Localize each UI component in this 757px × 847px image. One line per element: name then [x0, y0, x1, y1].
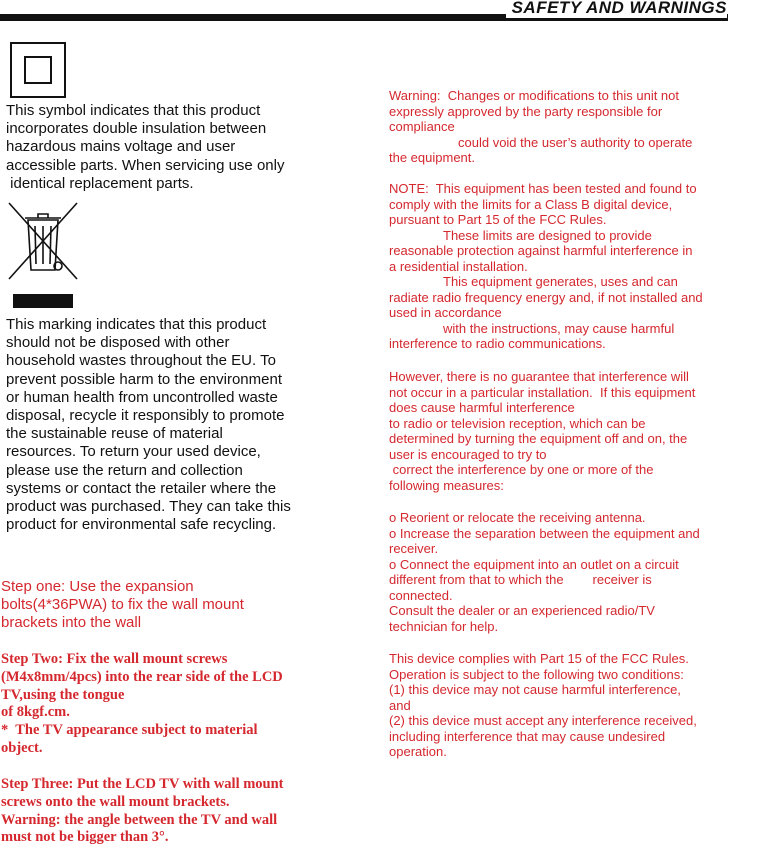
- text-line: household wastes throughout the EU. To: [6, 352, 276, 370]
- text-line: operation.: [389, 744, 447, 759]
- text-line: accessible parts. When servicing use only: [6, 156, 285, 174]
- text-line: NOTE: This equipment has been tested and found to: [389, 181, 697, 196]
- text-line: expressly approved by the party responsible for: [389, 103, 663, 119]
- text-line: resources. To return your used device,: [6, 443, 261, 461]
- crossed-bin-icon: [6, 200, 80, 282]
- text-line: different from that to which the receiver is: [389, 572, 652, 587]
- text-line: radiate radio frequency energy and, if not installed and: [389, 289, 703, 305]
- text-line: * The TV appearance subject to material: [1, 722, 258, 739]
- weee-bar: [13, 294, 73, 308]
- text-line: compliance: [389, 119, 455, 134]
- text-line: determined by turning the equipment off and on, the: [389, 431, 688, 446]
- text-line: with the instructions, may cause harmful: [443, 320, 675, 336]
- page-title: SAFETY AND WARNINGS: [506, 0, 727, 18]
- text-line: Step Three: Put the LCD TV with wall mount: [1, 776, 284, 792]
- fcc-compliance-text: [389, 651, 757, 760]
- text-line: TV,using the tongue: [1, 686, 125, 703]
- text-line: (1) this device may not cause harmful interference,: [389, 682, 681, 697]
- text-line: disposal, recycle it responsibly to promote: [6, 407, 285, 425]
- text-line: a residential installation.: [389, 258, 528, 274]
- text-line: does cause harmful interference: [389, 400, 575, 415]
- text-line: connected.: [389, 587, 453, 603]
- text-line: product for environmental safe recycling.: [6, 516, 277, 534]
- text-line: product was purchased. They can take this: [6, 498, 291, 516]
- text-line: This device complies with Part 15 of the FCC Rules.: [389, 651, 689, 666]
- double-insulation-icon: [10, 42, 66, 98]
- text-line: comply with the limits for a Class B digital device,: [389, 196, 673, 212]
- text-line: However, there is no guarantee that interference will: [389, 369, 689, 384]
- text-line: identical replacement parts.: [6, 174, 194, 192]
- text-line: pursuant to Part 15 of the FCC Rules.: [389, 212, 607, 227]
- text-line: o Connect the equipment into an outlet on a circuit: [389, 556, 679, 572]
- text-line: Operation is subject to the following two conditions:: [389, 666, 684, 682]
- text-line: could void the user’s authority to operate: [458, 134, 693, 150]
- text-line: please use the return and collection: [6, 461, 243, 479]
- text-line: Warning: Changes or modifications to this unit not: [389, 88, 679, 103]
- text-line: Step one: Use the expansion: [1, 578, 194, 595]
- text-line: used in accordance: [389, 305, 502, 320]
- text-line: object.: [1, 739, 43, 756]
- step-two-text: [1, 651, 283, 758]
- text-line: Step Two: Fix the wall mount screws: [1, 651, 228, 667]
- text-line: must not be bigger than 3°.: [1, 829, 169, 846]
- text-line: reasonable protection against harmful interference in: [389, 243, 693, 258]
- text-line: correct the interference by one or more of the: [389, 462, 654, 477]
- weee-text: [6, 316, 291, 534]
- text-line: brackets into the wall: [1, 614, 142, 631]
- step-three-text: [1, 776, 284, 847]
- text-line: screws onto the wall mount brackets.: [1, 793, 230, 810]
- text-line: Warning: the angle between the TV and wall: [1, 811, 278, 828]
- interference-text: [389, 369, 757, 493]
- text-line: of 8kgf.cm.: [1, 704, 70, 721]
- text-line: (M4x8mm/4pcs) into the rear side of the LCD: [1, 668, 283, 685]
- text-line: Consult the dealer or an experienced radio/TV: [389, 603, 655, 618]
- text-line: hazardous mains voltage and user: [6, 138, 236, 156]
- double-insulation-text: [6, 102, 284, 193]
- text-line: or human health from uncontrolled waste: [6, 388, 278, 406]
- text-line: including interference that may cause undesired: [389, 728, 666, 744]
- text-line: receiver.: [389, 541, 439, 556]
- step-one-text: [1, 578, 244, 632]
- text-line: These limits are designed to provide: [443, 227, 652, 243]
- text-line: technician for help.: [389, 618, 499, 634]
- text-line: should not be disposed with other: [6, 334, 230, 352]
- text-line: user is encouraged to try to: [389, 446, 547, 462]
- text-line: This marking indicates that this product: [6, 316, 267, 333]
- text-line: following measures:: [389, 477, 504, 493]
- text-line: the equipment.: [389, 150, 476, 165]
- text-line: to radio or television reception, which can be: [389, 415, 646, 431]
- text-line: bolts(4*36PWA) to fix the wall mount: [1, 596, 244, 613]
- text-line: and: [389, 697, 411, 713]
- text-line: This equipment generates, uses and can: [443, 274, 678, 289]
- measures-list: [389, 510, 757, 634]
- text-line: (2) this device must accept any interference received,: [389, 713, 697, 728]
- text-line: not occur in a particular installation. If this equipment: [389, 384, 696, 400]
- text-line: systems or contact the retailer where the: [6, 479, 277, 497]
- text-line: incorporates double insulation between: [6, 120, 267, 138]
- fcc-note-text: [389, 181, 757, 352]
- text-line: o Increase the separation between the equipment and: [389, 525, 700, 541]
- text-line: o Reorient or relocate the receiving antenna.: [389, 510, 646, 525]
- fcc-warning-text: [389, 88, 757, 166]
- text-line: This symbol indicates that this product: [6, 102, 261, 119]
- text-line: prevent possible harm to the environment: [6, 370, 282, 388]
- text-line: interference to radio communications.: [389, 336, 606, 351]
- text-line: the sustainable reuse of material: [6, 425, 223, 443]
